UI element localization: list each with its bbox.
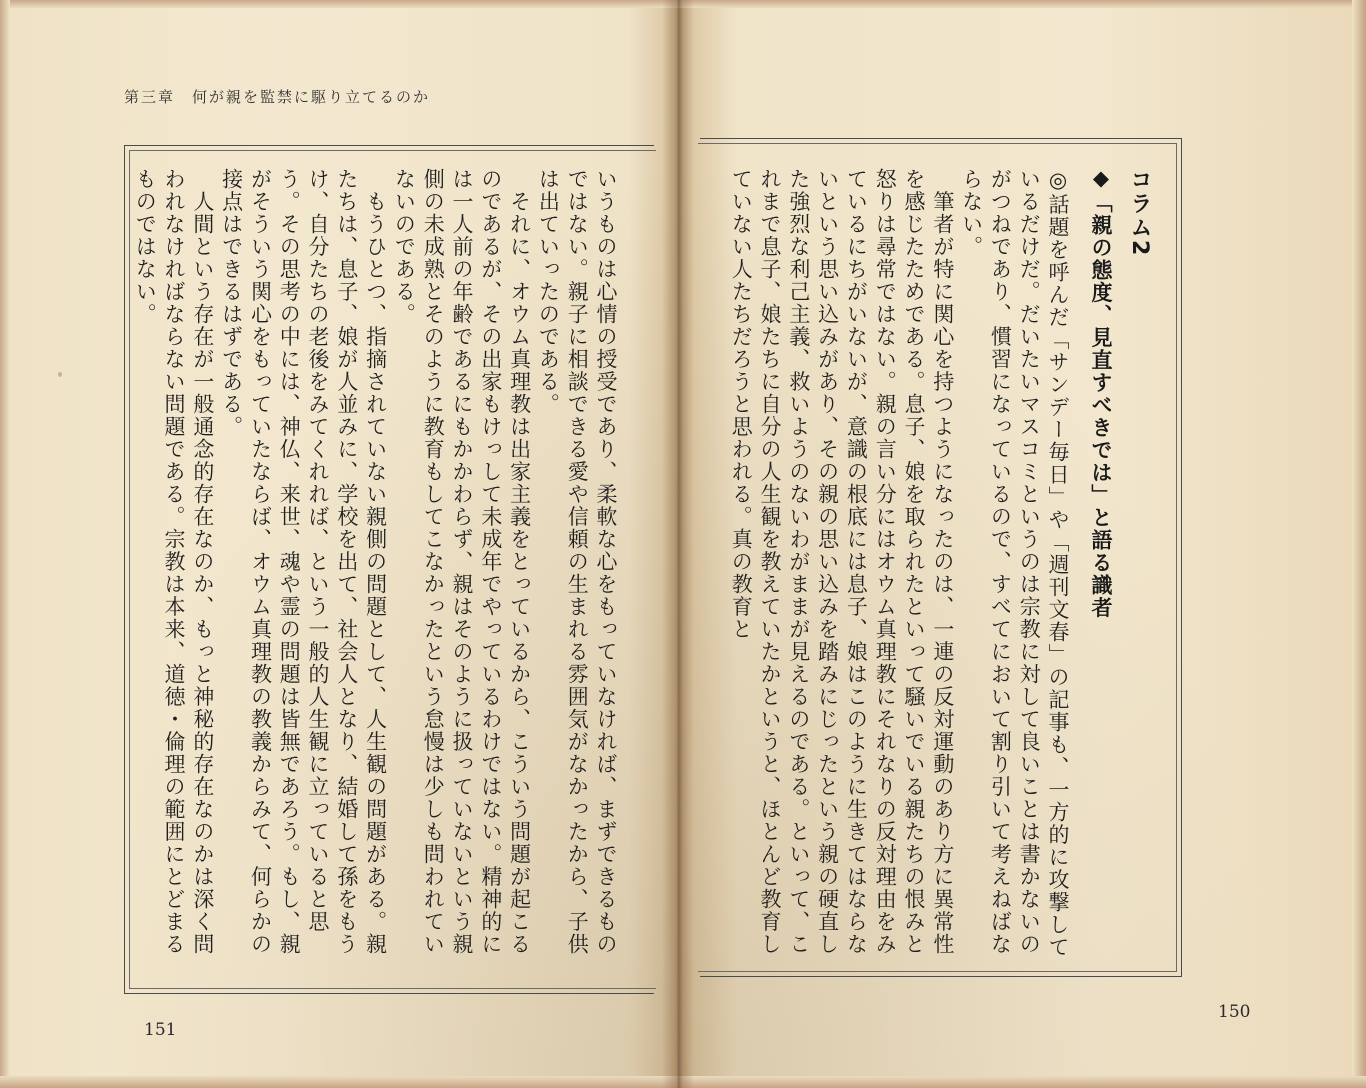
column-label: コラム2 [1127, 168, 1152, 258]
column-title-text: 「親の態度、見直すべきでは」と語る識者 [1089, 191, 1113, 619]
column-body-left-page [133, 168, 620, 968]
column-body-right-page [729, 168, 1072, 968]
column-paragraph: いうものは心情の授受であり、柔軟な心をもっていなければ、まずできるものではない。親子に相談できる愛や信頼の生まれる雰囲気がなかったから、子供は出ていったのである。 [536, 168, 618, 956]
page-edge-left [0, 0, 10, 1088]
column-title [1086, 166, 1116, 619]
running-head: 第三章 何が親を監禁に駆り立てるのか [124, 88, 431, 106]
page-number-right: 150 [1218, 1002, 1251, 1022]
column-paragraph: 人間という存在が一般通念的存在なのか、もっと神秘的存在なのかは深く問われなければならない問題である。宗教は本来、道徳・倫理の範囲にとどまるものではない。 [133, 168, 215, 956]
page-edge-right [1352, 0, 1366, 1088]
column-paragraph: もうひとつ、指摘されていない親側の問題として、人生観の問題がある。親たちは、息子、娘が人並みに、学校を出て、社会人となり、結婚して孫をもうけ、自分たちの老後をみてくれれば、という一般的人生観に立っていると思う。その思考の中には、神仏、来世、魂や霊の問題は皆無であろう。もし、親がそういう関心をもっていたならば、オウム真理教の教義からみて、何らかの接点はできるはずである。 [219, 168, 388, 956]
page-number-left: 151 [144, 1020, 177, 1040]
diamond-bullet-icon: ◆ [1089, 166, 1113, 192]
column-paragraph: 筆者が特に関心を持つようになったのは、一連の反対運動のあり方に異常性を感じたためである。息子、娘を取られたといって騒いでいる親たちの恨みと怒りは尋常ではない。親の言い分にはオウム真理教にそれなりの反対理由をみているにちがいないが、意識の根底には息子、娘はこのように生きてはならないという思い込みがあり、その親の思い込みを踏みにじったという親の硬直した強烈な利己主義、救いようのないわがままが見えるのである。といって、これまで息子、娘たちに自分の人生観を教えていたかというと、ほとんど教育していない人たちだろうと思われる。真の教育と [729, 168, 955, 956]
column-paragraph: ◎話題を呼んだ「サンデー毎日」や「週刊文春」の記事も、一方的に攻撃しているだけだ。だいたいマスコミというのは宗教に対して良いことは書かないのがつねであり、慣習になっているので、すべてにおいて割り引いて考えねばならない。 [959, 168, 1070, 959]
book-gutter [662, 0, 694, 1088]
column-paragraph: それに、オウム真理教は出家主義をとっているから、こういう問題が起こるのであるが、その出家もけっして未成年でやっているわけではない。精神的には一人前の年齢であるにもかかわらず、親はそのように扱っていないという親側の未成熟とそのように教育もしてこなかったという怠慢は少しも問われていないのである。 [392, 168, 532, 956]
paper-speck [58, 372, 62, 377]
